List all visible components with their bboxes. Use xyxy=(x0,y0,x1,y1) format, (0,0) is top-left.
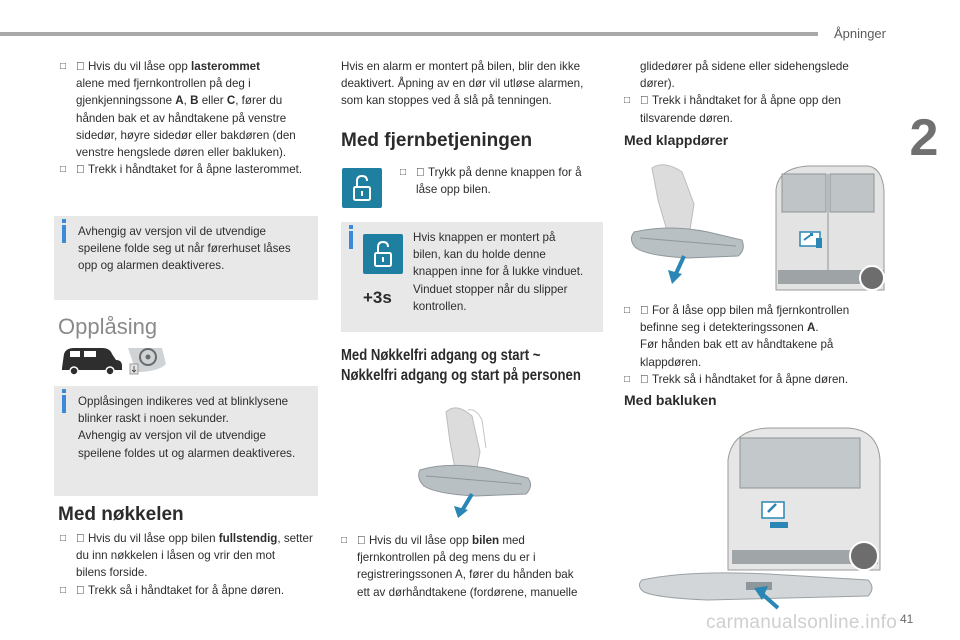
bullet-marker-icon: □ xyxy=(624,95,631,107)
bullet-marker-icon: □ xyxy=(624,305,631,316)
flap-door-text xyxy=(624,302,886,388)
chapter-number: 2 xyxy=(909,109,939,167)
watermark: carmanualsonline.info xyxy=(706,612,898,633)
page-number: 41 xyxy=(900,612,914,626)
section-title: Åpninger xyxy=(833,26,886,41)
hold-3s-badge: +3s xyxy=(363,288,392,307)
van-unlock-icon xyxy=(58,342,170,378)
bullet-item: □ Hvis du vil låse opp lasterommet alene med fjernkontrollen på deg i gjenkjenningssone A, B eller C, fører du hånden bak et av håndtakene på venstre sidedør, høyre sidedør eller bakdøren (den venstre hengslede døren eller bakluken). xyxy=(60,60,296,160)
continued-text: glidedører på sidene eller sidehengslede dører). □ Trekk i håndtaket for å åpne opp den tilsvarende døren. xyxy=(624,58,886,127)
info-icon xyxy=(349,231,353,249)
hand-handle-illustration xyxy=(628,160,748,290)
heading-flap-doors: Med klappdører xyxy=(624,132,729,148)
bullet-marker-icon: □ xyxy=(60,61,67,72)
bullet-item: □ Hvis du vil låse opp bilen med fjernkontrollen på deg mens du er i registreringssonen A, fører du hånden bak ett av dørhåndtakene (fordørene, manuelle xyxy=(341,534,578,599)
bullet-item: □ Trykk på denne knappen for å låse opp bilen. xyxy=(400,166,582,197)
hand-handle-illustration xyxy=(416,402,536,522)
bullet-marker-icon: □ xyxy=(60,584,67,596)
heading-with-key: Med nøkkelen xyxy=(58,504,184,525)
bullet-item: □ For å låse opp bilen må fjernkontrollen befinne seg i detekteringssonen A. Før hånden bak ett av håndtakene på klappdøren. xyxy=(624,304,850,369)
bullet-item: □ Trekk så i håndtaket for å åpne døren. xyxy=(60,582,322,599)
info-box-unlocking: Opplåsingen indikeres ved at blinklysene blinker raskt i noen sekunder. Avhengig av versjon vil de utvendige speilene foldes ut og alarmen deaktiveres. xyxy=(54,386,318,496)
bullet-marker-icon: □ xyxy=(400,167,407,178)
bullet-marker-icon: □ xyxy=(60,164,67,176)
remote-unlock-text xyxy=(400,164,600,198)
bullet-marker-icon: □ xyxy=(624,373,631,385)
unlock-button-icon xyxy=(342,168,382,208)
info-box-mirrors: Avhengig av versjon vil de utvendige speilene folde seg ut når førerhuset låses opp og alarmen deaktiveres. xyxy=(54,216,318,300)
bullet-item: □ Hvis du vil låse opp bilen fullstendig, setter du inn nøkkelen i låsen og vrir den mot bilens forside. xyxy=(60,532,313,580)
heading-remote: Med fjernbetjeningen xyxy=(341,130,533,151)
heading-tailgate: Med bakluken xyxy=(624,392,717,408)
info-icon xyxy=(62,225,66,243)
heading-keyless: Med Nøkkelfri adgang og start ~ Nøkkelfri adgang og start på personen xyxy=(341,347,581,384)
bullet-item: □ Trekk i håndtaket for å åpne opp den tilsvarende døren. xyxy=(624,94,841,125)
key-unlock-text xyxy=(60,530,322,599)
cargo-unlock-text xyxy=(60,58,322,178)
keyless-unlock-text xyxy=(341,532,603,601)
header-rule xyxy=(0,32,818,36)
van-rear-illustration xyxy=(768,160,886,300)
bullet-item: □ Trekk i håndtaket for å åpne lasterommet. xyxy=(60,161,322,178)
info-box-window: +3s Hvis knappen er montert på bilen, kan du holde denne knappen inne for å lukke vinduet. Vinduet stopper når du slipper kontrollen. xyxy=(341,222,603,332)
unlock-button-icon xyxy=(363,234,403,274)
bullet-marker-icon: □ xyxy=(341,535,348,546)
bullet-item: □ Trekk så i håndtaket for å åpne døren. xyxy=(624,371,886,388)
alarm-text: Hvis en alarm er montert på bilen, blir den ikke deaktivert. Åpning av en dør vil utløse alarmen, som kan stoppes ved å slå på tenningen. xyxy=(341,60,584,108)
bullet-marker-icon: □ xyxy=(60,533,67,544)
tailgate-illustration xyxy=(628,420,886,616)
heading-unlocking: Opplåsing xyxy=(58,314,158,339)
info-icon xyxy=(62,395,66,413)
